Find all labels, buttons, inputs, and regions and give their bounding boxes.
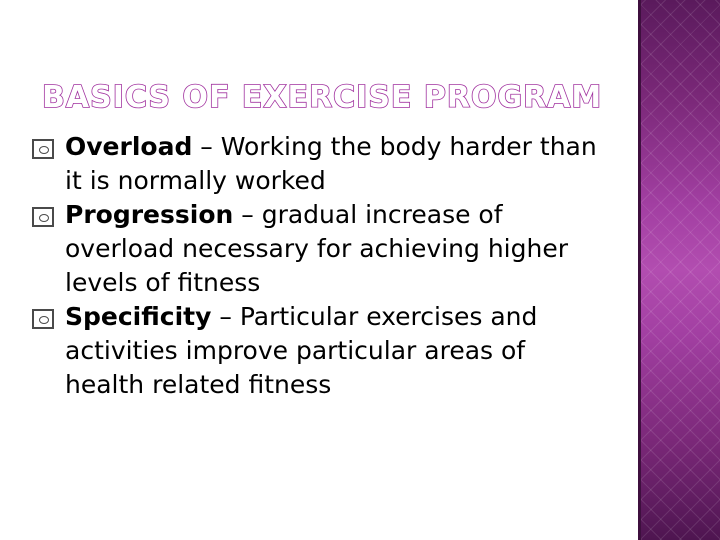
bullet-item-specificity [32,300,612,402]
bullet-separator: – [233,200,262,229]
bullet-description: gradual increase of overload necessary for achieving higher levels of fitness [65,200,568,297]
bullet-description: Working the body harder than it is normally worked [65,132,597,195]
bullet-term: Specificity [65,302,212,331]
bullet-item-overload [32,130,612,198]
bullet-term: Progression [65,200,234,229]
bullet-separator: – [192,132,221,161]
slide-title: BASICS OF EXERCISE PROGRAM [42,80,603,115]
square-bullet-icon [32,309,54,329]
bullet-term: Overload [65,132,193,161]
square-bullet-icon [32,207,54,227]
square-bullet-icon [32,139,54,159]
bullet-separator: – [211,302,240,331]
decorative-side-panel [641,0,720,540]
bullet-description: Particular exercises and activities improve particular areas of health related fitness [65,302,538,399]
bullet-item-progression [32,198,612,300]
bullet-list [32,130,612,402]
